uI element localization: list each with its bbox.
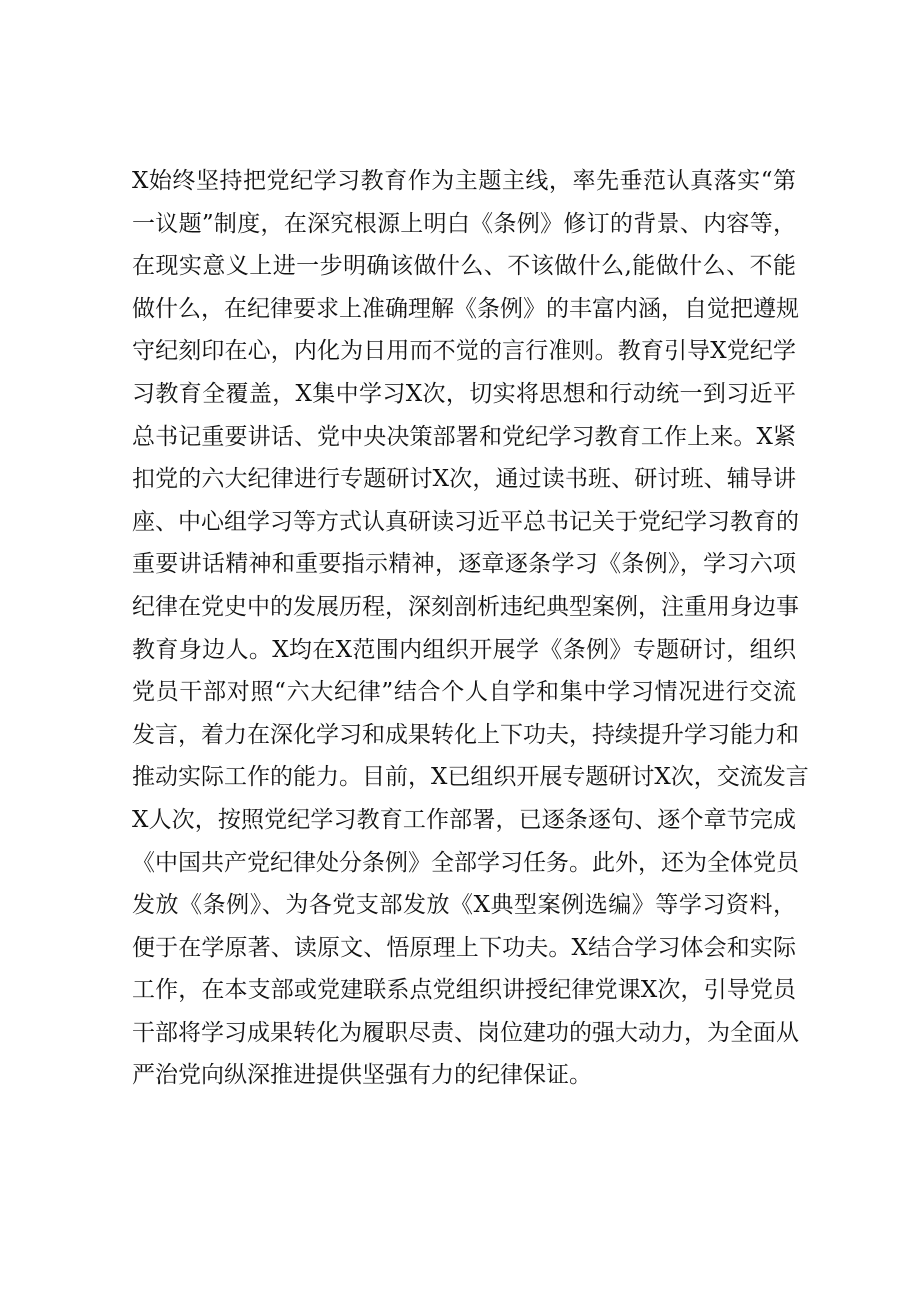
paragraph-line: X始终坚持把党纪学习教育作为主题主线，率先垂范认真落实“第 bbox=[132, 168, 796, 194]
paragraph-line: 严治党向纵深推进提供坚强有力的纪律保证。 bbox=[132, 1062, 592, 1089]
paragraph-line: 一议题”制度，在深究根源上明白《条例》修订的背景、内容等， bbox=[132, 210, 796, 237]
paragraph-line: 《中国共产党纪律处分条例》全部学习任务。此外，还为全体党员 bbox=[132, 849, 799, 876]
paragraph-line: 发放《条例》、为各党支部发放《X典型案例选编》等学习资料， bbox=[132, 892, 796, 919]
paragraph-line: 干部将学习成果转化为履职尽责、岗位建功的强大动力，为全面从 bbox=[132, 1019, 799, 1046]
paragraph-line: 做什么，在纪律要求上准确理解《条例》的丰富内涵，自觉把遵规 bbox=[132, 295, 799, 322]
paragraph-line: 扣党的六大纪律进行专题研讨X次，通过读书班、研讨班、辅导讲 bbox=[132, 466, 796, 493]
body-paragraph bbox=[132, 160, 809, 1097]
paragraph-line: 党员干部对照“六大纪律”结合个人自学和集中学习情况进行交流 bbox=[132, 679, 796, 706]
paragraph-line: 发言，着力在深化学习和成果转化上下功夫，持续提升学习能力和 bbox=[132, 721, 799, 748]
paragraph-line: 推动实际工作的能力。目前，X已组织开展专题研讨X次，交流发言 bbox=[132, 764, 809, 791]
paragraph-line: 守纪刻印在心，内化为日用而不觉的言行准则。教育引导X党纪学 bbox=[132, 338, 796, 365]
paragraph-line: 工作，在本支部或党建联系点党组织讲授纪律党课X次，引导党员 bbox=[132, 977, 796, 1004]
paragraph-line: 总书记重要讲话、党中央决策部署和党纪学习教育工作上来。X紧 bbox=[132, 423, 796, 450]
paragraph-line: 习教育全覆盖，X集中学习X次，切实将思想和行动统一到习近平 bbox=[132, 380, 796, 407]
paragraph-line: 纪律在党史中的发展历程，深刻剖析违纪典型案例，注重用身边事 bbox=[132, 593, 799, 620]
paragraph-line: 重要讲话精神和重要指示精神，逐章逐条学习《条例》，学习六项 bbox=[132, 551, 796, 578]
paragraph-line: 在现实意义上进一步明确该做什么、不该做什么,能做什么、不能 bbox=[132, 253, 796, 280]
paragraph-line: 便于在学原著、读原文、悟原理上下功夫。X结合学习体会和实际 bbox=[132, 934, 796, 961]
paragraph-line: 教育身边人。X均在X范围内组织开展学《条例》专题研讨，组织 bbox=[132, 636, 796, 663]
paragraph-line: X人次，按照党纪学习教育工作部署，已逐条逐句、逐个章节完成 bbox=[132, 806, 796, 833]
paragraph-line: 座、中心组学习等方式认真研读习近平总书记关于党纪学习教育的 bbox=[132, 508, 799, 535]
